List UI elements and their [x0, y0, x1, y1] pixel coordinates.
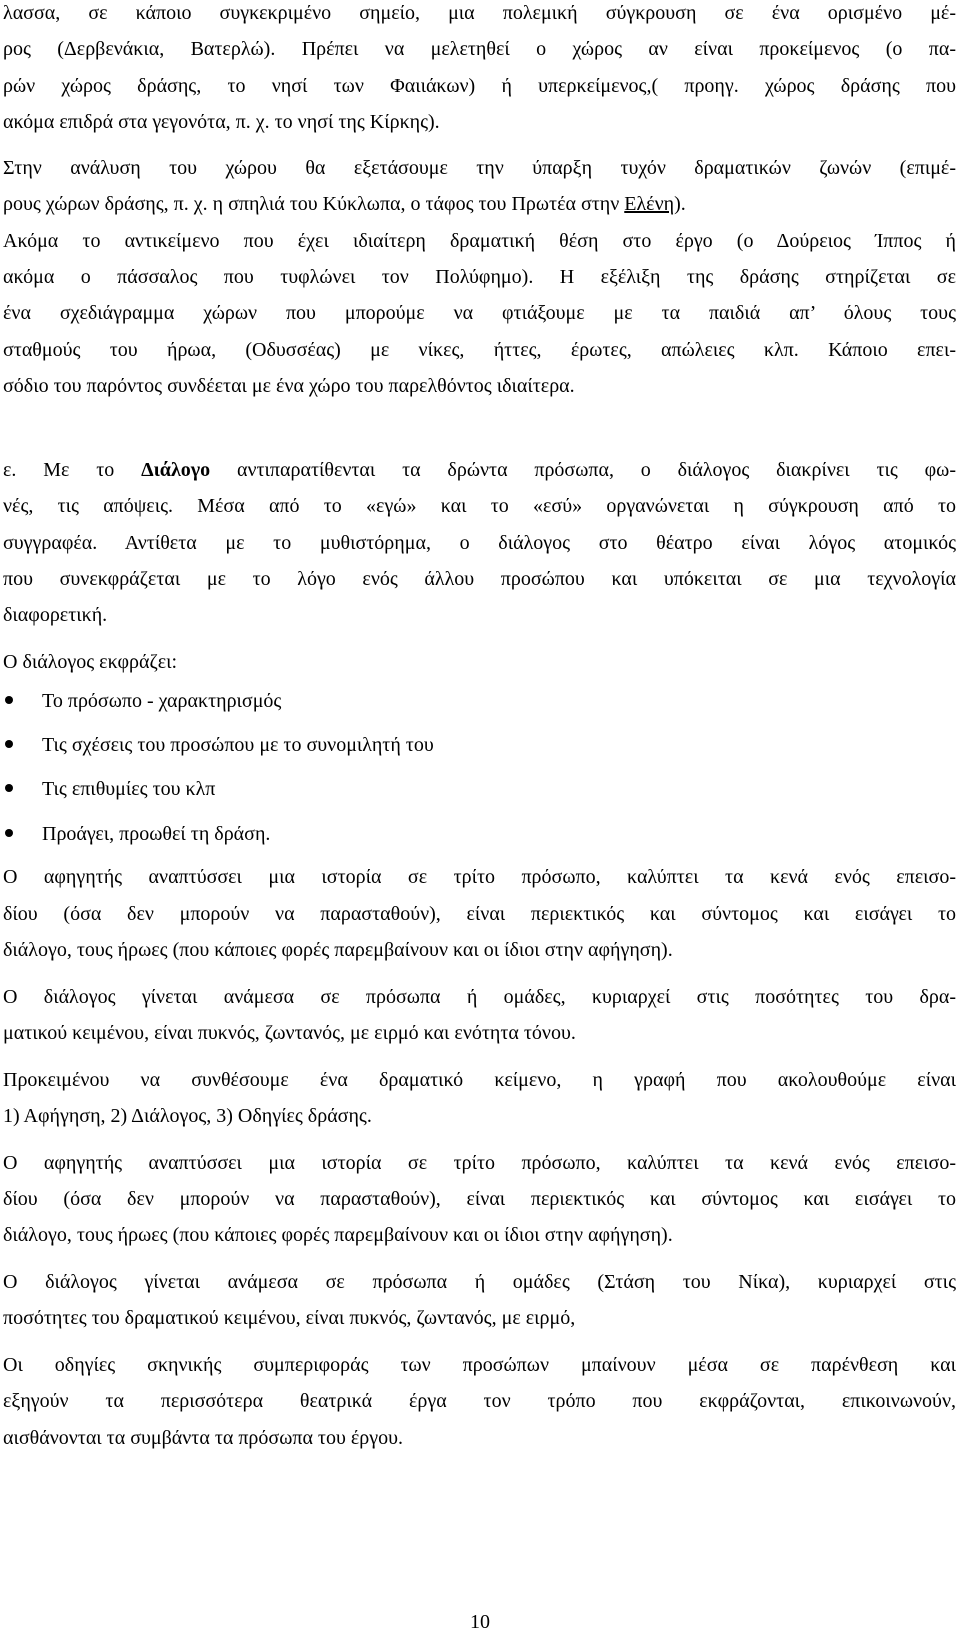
text-line: νές, τις απόψεις. Μέσα από το «εγώ» και το «εσύ» οργανώνεται η σύγκρουση από το: [3, 495, 956, 517]
text-line: [3, 192, 686, 216]
text-line: δίου (όσα δεν μπορούν να παρασταθούν), είναι περιεκτικός και σύντομος και εισάγει το: [3, 903, 956, 925]
text-line: Στην ανάλυση του χώρου θα εξετάσουμε την ύπαρξη τυχόν δραματικών ζωνών (επιμέ-: [3, 157, 956, 179]
list-item-text: Τις επιθυμίες του κλπ: [42, 778, 216, 800]
text-line: Ο αφηγητής αναπτύσσει μια ιστορία σε τρίτο πρόσωπο, καλύπτει τα κενά ενός επεισο-: [3, 1152, 956, 1174]
text-line: δίου (όσα δεν μπορούν να παρασταθούν), είναι περιεκτικός και σύντομος και εισάγει το: [3, 1188, 956, 1210]
underlined-word: Ελένη: [624, 193, 675, 215]
page-number: 10: [470, 1611, 490, 1633]
text-line: λασσα, σε κάποιο συγκεκριμένο σημείο, μια πολεμική σύγκρουση σε ένα ορισμένο μέ-: [3, 2, 956, 24]
text-segment: ε. Με το: [3, 459, 142, 481]
bullet-icon: [5, 740, 13, 748]
text-line: ματικού κειμένου, είναι πυκνός, ζωντανός, με ειρμό και ενότητα τόνου.: [3, 1022, 576, 1044]
list-item-text: Το πρόσωπο - χαρακτηρισμός: [42, 690, 282, 712]
list-item-text: Τις σχέσεις του προσώπου με το συνομιλητή του: [42, 734, 434, 756]
text-line: συγγραφέα. Αντίθετα με το μυθιστόρημα, ο διάλογος στο θέατρο είναι λόγος ατομικός: [3, 532, 956, 554]
text-segment: ρους χώρων δράσης, π. χ. η σπηλιά του Κύκλωπα, ο τάφος του Πρωτέα στην: [3, 193, 625, 215]
bullet-icon: [5, 784, 13, 792]
text-line: Προκειμένου να συνθέσουμε ένα δραματικό κείμενο, η γραφή που ακολουθούμε είναι: [3, 1069, 956, 1091]
bold-term: Διάλογο: [141, 459, 211, 481]
text-line: αισθάνονται τα συμβάντα τα πρόσωπα του έργου.: [3, 1427, 403, 1449]
text-line: ένα σχεδιάγραμμα χώρων που μπορούμε να φτιάξουμε με τα παιδιά απ’ όλους τους: [3, 302, 956, 324]
text-line: Ο αφηγητής αναπτύσσει μια ιστορία σε τρίτο πρόσωπο, καλύπτει τα κενά ενός επεισο-: [3, 866, 956, 888]
text-line: διάλογο, τους ήρωες (που κάποιες φορές παρεμβαίνουν και οι ίδιοι στην αφήγηση).: [3, 1224, 673, 1246]
text-line: σταθμούς του ήρωα, (Οδυσσέας) με νίκες, ήττες, έρωτες, απώλειες κλπ. Κάποιο επει-: [3, 339, 956, 361]
text-line: Ο διάλογος εκφράζει:: [3, 651, 178, 673]
text-line: Ο διάλογος γίνεται ανάμεσα σε πρόσωπα ή ομάδες (Στάση του Νίκα), κυριαρχεί στις: [3, 1271, 956, 1293]
text-line: ποσότητες του δραματικού κειμένου, είναι πυκνός, ζωντανός, με ειρμό,: [3, 1307, 576, 1329]
text-line: ακόμα ο πάσσαλος που τυφλώνει τον Πολύφημο). Η εξέλιξη της δράσης στηρίζεται σε: [3, 266, 956, 288]
text-line: διαφορετική.: [3, 604, 108, 626]
bullet-icon: [5, 829, 13, 837]
text-line: Ο διάλογος γίνεται ανάμεσα σε πρόσωπα ή ομάδες, κυριαρχεί στις ποσότητες του δρα-: [3, 986, 956, 1008]
text-line: διάλογο, τους ήρωες (που κάποιες φορές παρεμβαίνουν και οι ίδιοι στην αφήγηση).: [3, 939, 673, 961]
text-line: Οι οδηγίες σκηνικής συμπεριφοράς των προσώπων μπαίνουν μέσα σε παρένθεση και: [3, 1354, 956, 1376]
text-line: 1) Αφήγηση, 2) Διάλογος, 3) Οδηγίες δράσης.: [3, 1105, 372, 1127]
text-line: σόδιο του παρόντος συνδέεται με ένα χώρο του παρελθόντος ιδιαίτερα.: [3, 375, 575, 397]
text-line: Ακόμα το αντικείμενο που έχει ιδιαίτερη δραματική θέση στο έργο (ο Δούρειος Ίππος ή: [3, 230, 956, 252]
text-line: εξηγούν τα περισσότερα θεατρικά έργα τον τρόπο που εκφράζονται, επικοινωνούν,: [3, 1390, 956, 1412]
text-segment: αντιπαρατίθενται τα δρώντα πρόσωπα, ο διάλογος διακρίνει τις φω-: [210, 459, 956, 481]
text-line: που συνεκφράζεται με το λόγο ενός άλλου προσώπου και υπόκειται σε μια τεχνολογία: [3, 568, 956, 590]
list-item-text: Προάγει, προωθεί τη δράση.: [42, 823, 271, 845]
text-line: ρος (Δερβενάκια, Βατερλώ). Πρέπει να μελετηθεί ο χώρος αν είναι προκείμενος (ο πα-: [3, 38, 956, 60]
text-line: [3, 458, 956, 482]
text-segment: ).: [674, 193, 686, 215]
text-line: ρών χώρος δράσης, το νησί των Φαιιάκων) ή υπερκείμενος,( προηγ. χώρος δράσης που: [3, 75, 956, 97]
text-line: ακόμα επιδρά στα γεγονότα, π. χ. το νησί της Κίρκης).: [3, 111, 440, 133]
bullet-icon: [5, 696, 13, 704]
